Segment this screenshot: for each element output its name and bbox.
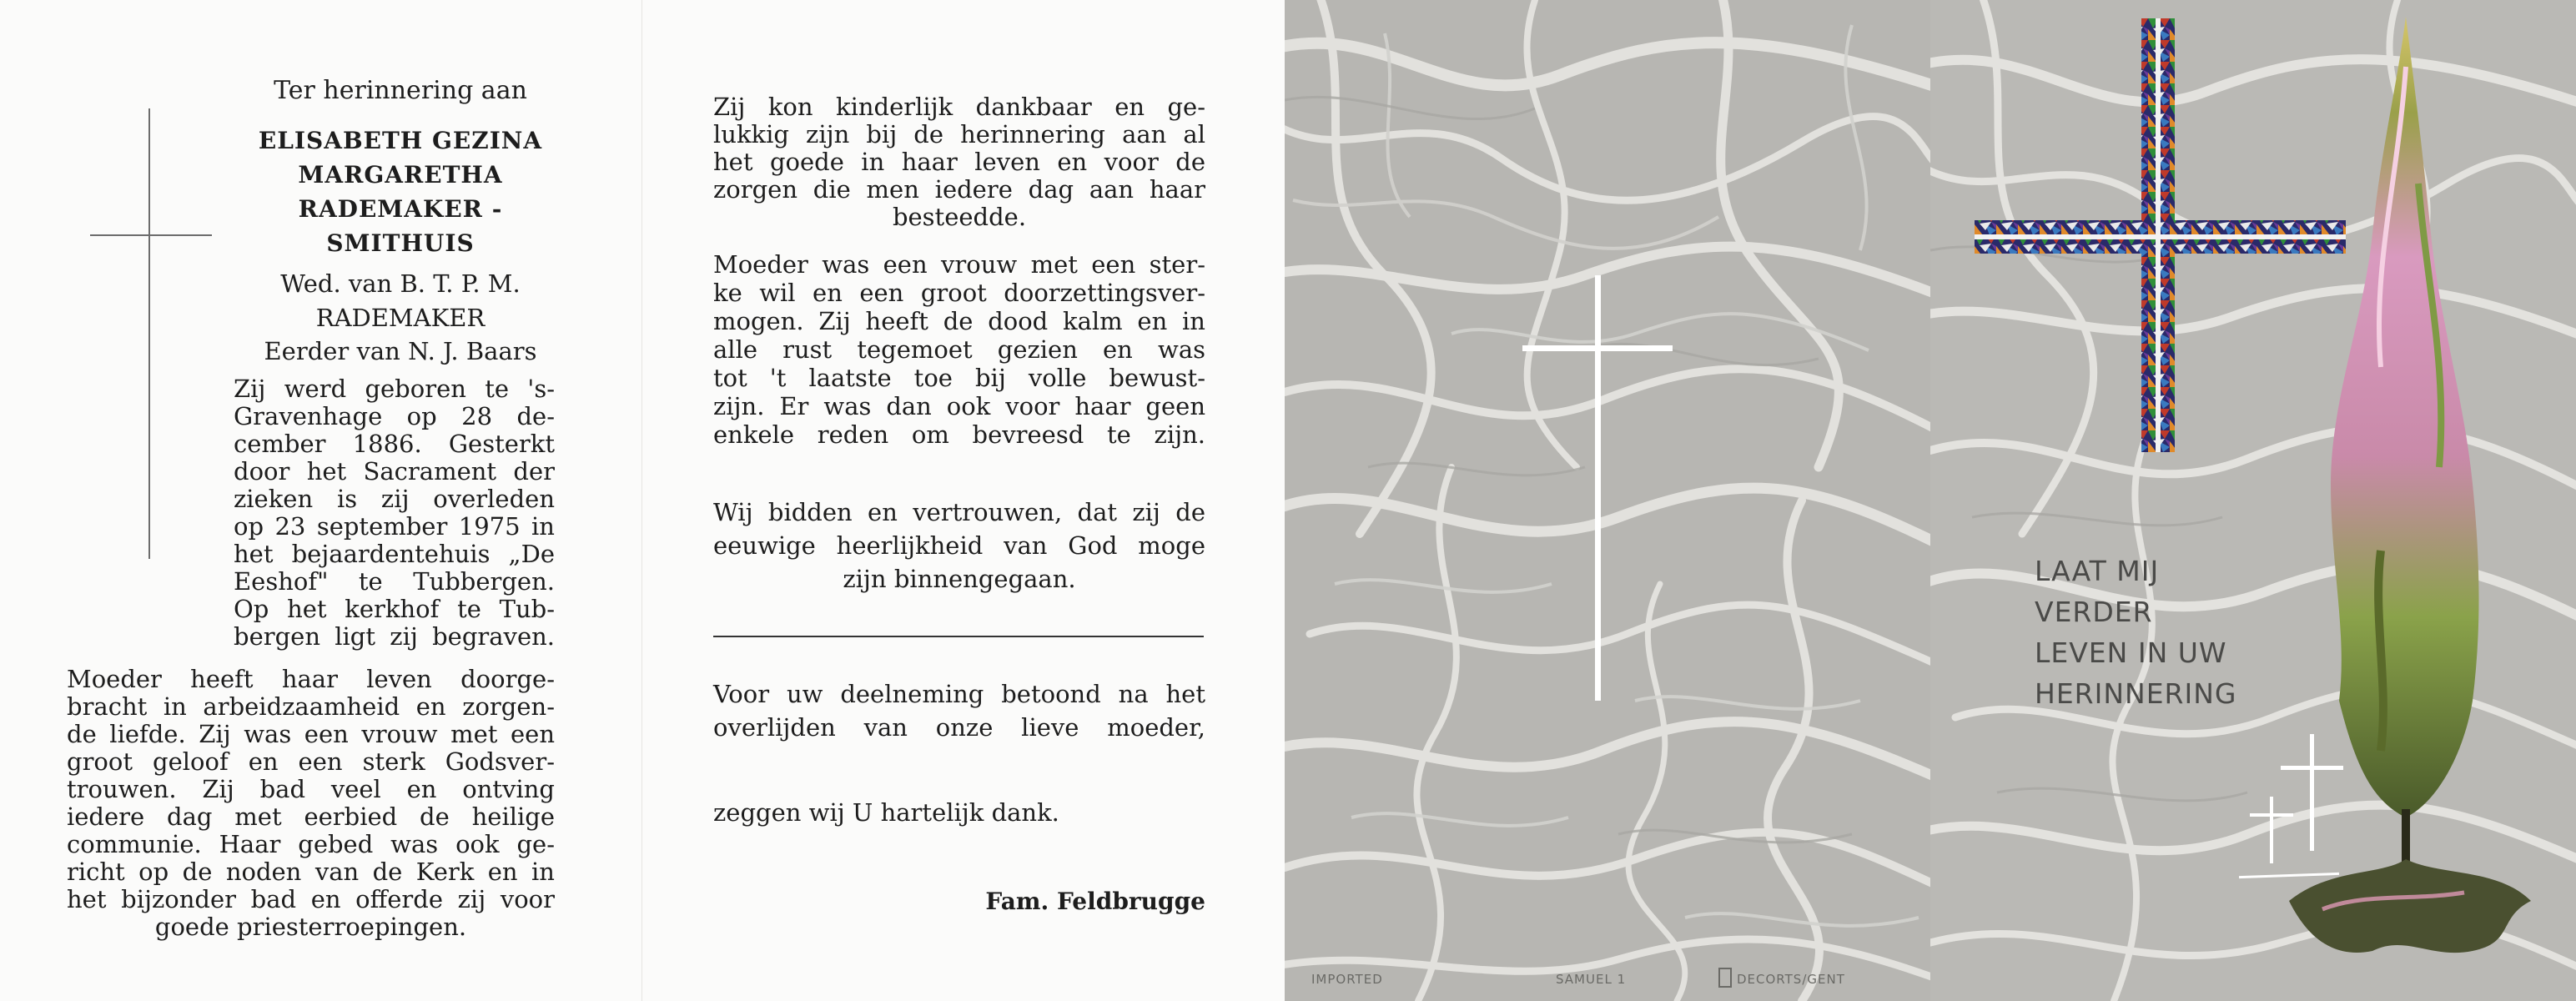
thin-cross-horizontal — [90, 234, 212, 236]
widow-surname: RADEMAKER — [315, 304, 486, 332]
text-line: mogen. Zij heeft de dood kalm en in — [713, 307, 1205, 335]
text-line: Wij bidden en vertrouwen, dat zij de — [713, 498, 1205, 526]
text-line: alle rust tegemoet gezien en was — [713, 335, 1205, 364]
life-line: groot geloof en een sterk Godsver- — [67, 747, 555, 776]
text-line: zijn binnengegaan. — [843, 565, 1076, 593]
text-line: enkele reden om bevreesd te zijn. — [713, 420, 1205, 449]
life-line: communie. Haar gebed was ook ge- — [67, 830, 555, 858]
verse-line: LEVEN IN UW — [2035, 636, 2227, 669]
text-line: tot 't laatste toe bij volle bewust- — [713, 364, 1205, 392]
small-cross-large-horizontal — [2281, 766, 2343, 770]
card-back-cover — [1285, 0, 1930, 1001]
bio-line: het bejaardentehuis „De — [234, 540, 555, 568]
life-line: bracht in arbeidzaamheid en zorgen- — [67, 692, 555, 721]
bio-line: Zij werd geboren te 's- — [234, 375, 555, 403]
text-line: overlijden van onze lieve moeder, — [713, 713, 1205, 742]
life-line: de liefde. Zij was een vrouw met een — [67, 720, 555, 748]
thanks-paragraph — [713, 677, 1205, 744]
cypress-tree-icon — [2281, 17, 2539, 984]
text-line: besteedde. — [892, 203, 1027, 231]
text-line: ke wil en een groot doorzettingsver- — [713, 279, 1205, 307]
imprint-series: SAMUEL 1 — [1556, 972, 1627, 987]
text-line: Voor uw deelneming betoond na het — [713, 680, 1205, 708]
verse-line: LAAT MIJ VERDER — [2035, 555, 2160, 628]
life-line: goede priesterroepingen. — [154, 913, 467, 941]
life-paragraph — [67, 666, 555, 941]
thin-cross-vertical — [148, 108, 150, 559]
prayer-paragraph — [713, 495, 1205, 596]
life-line: richt op de noden van de Kerk en in — [67, 858, 555, 886]
name-line: ELISABETH GEZINA — [258, 127, 543, 154]
text-line: zijn. Er was dan ook voor haar geen — [713, 392, 1205, 420]
bio-line: Op het kerkhof te Tub- — [234, 595, 555, 623]
text-line: eeuwige heerlijkheid van God moge — [713, 531, 1205, 560]
former-marriage-line: Eerder van N. J. Baars — [264, 337, 537, 365]
imprint-imported: IMPORTED — [1311, 972, 1383, 987]
small-cross-large-vertical — [2310, 734, 2314, 851]
biography-block — [234, 375, 555, 651]
text-line: Moeder was een vrouw met een ster- — [713, 250, 1205, 279]
bio-line: cember 1886. Gesterkt — [234, 430, 555, 458]
publisher-logo-icon — [1718, 968, 1732, 988]
life-line: het bijzonder bad en offerde zij voor — [67, 885, 555, 913]
memorial-heading: Ter herinnering aan — [274, 76, 527, 105]
cover-verse — [2035, 551, 2285, 714]
name-line: MARGARETHA — [298, 161, 503, 189]
name-line: SMITHUIS — [326, 229, 475, 257]
text-line: het goede in haar leven en voor de — [713, 148, 1205, 176]
bio-line: Gravenhage op 28 de- — [234, 402, 555, 430]
deceased-name — [213, 123, 588, 260]
family-signature: Fam. Feldbrugge — [985, 888, 1205, 915]
card-front-cover — [1930, 0, 2576, 1001]
widow-line: Wed. van B. T. P. M. — [280, 269, 521, 298]
life-line: trouwen. Zij bad veel en ontving — [67, 775, 555, 803]
name-line: RADEMAKER - — [298, 195, 503, 223]
card-page-middle — [642, 0, 1285, 1001]
bio-line: Eeshof" te Tubbergen. — [234, 567, 555, 596]
verse-line: HERINNERING — [2035, 677, 2237, 710]
bio-line: door het Sacrament der — [234, 457, 555, 485]
bio-line: zieken is zij overleden — [234, 485, 555, 513]
small-cross-left-horizontal — [2250, 813, 2293, 817]
small-cross-left-vertical — [2270, 797, 2273, 863]
life-line: Moeder heeft haar leven doorge- — [67, 665, 555, 693]
text-line: Zij kon kinderlijk dankbaar en ge- — [713, 93, 1205, 121]
willpower-paragraph — [713, 250, 1205, 449]
white-cross-horizontal — [1522, 345, 1673, 351]
thanks-closing: zeggen wij U hartelijk dank. — [713, 798, 1059, 827]
text-line: lukkig zijn bij de herinnering aan al — [713, 120, 1205, 148]
imprint-publisher: DECORTS/GENT — [1737, 972, 1845, 987]
bio-line: bergen ligt zij begraven. — [234, 622, 555, 651]
life-line: iedere dag met eerbied de heilige — [67, 802, 555, 831]
card-page-left — [0, 0, 642, 1001]
marble-texture — [1285, 0, 1930, 1001]
divider-line — [713, 636, 1204, 637]
text-line: zorgen die men iedere dag aan haar — [713, 175, 1205, 204]
gratitude-paragraph — [713, 93, 1205, 231]
bio-line: op 23 september 1975 in — [234, 512, 555, 541]
white-cross-vertical — [1595, 275, 1601, 701]
